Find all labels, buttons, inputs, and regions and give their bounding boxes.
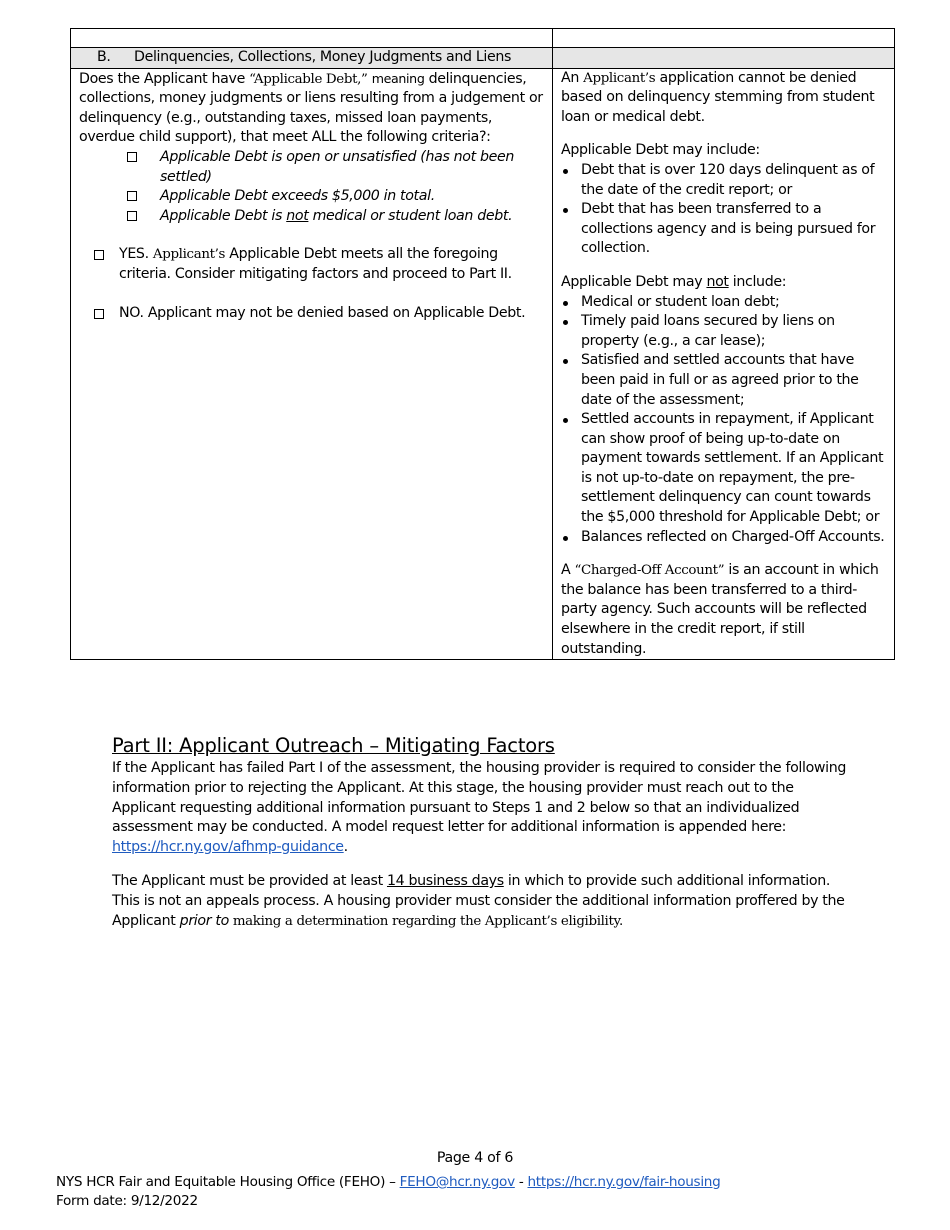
heading-text: Applicable Debt may <box>561 273 707 290</box>
part2-paragraph-1: If the Applicant has failed Part I of the assessment, the housing provider is required to consider the following information prior to rejecting the Applicant. At this stage, the housing provider must reach out to the Applicant requesting additional information pursuant to Steps 1 and 2 below so that an individualized assessment may be conducted. A model request letter for additional information is appended here: https://hcr.ny.gov/afhmp-guidance. <box>112 760 847 856</box>
answer-no <box>79 304 544 324</box>
question-text: Does the Applicant have <box>79 70 250 87</box>
section-b-header-row <box>71 48 895 69</box>
question-text-rest: delinquencies, collections, money judgments or liens resulting from a judgement or delinquency (e.g., outstanding taxes, missed loan payments, overdue child support), that meet ALL the following criteria?: <box>79 70 543 146</box>
yes-label: YES. <box>119 246 149 263</box>
section-b-content-row <box>71 68 895 660</box>
may-include-heading: Applicable Debt may include: <box>561 142 760 159</box>
list-item: Settled accounts in repayment, if Applicant can show proof of being up-to-date on payment towards settlement. If an Applicant is not up-to-date on repayment, the pre-settlement delinquency can count towards the $5,000 threshold for Applicable Debt; or <box>561 410 886 528</box>
criterion-item <box>127 148 544 187</box>
criteria-cell <box>71 68 553 660</box>
criterion-item <box>127 187 544 207</box>
paragraph-text: The Applicant must be provided at least <box>112 872 387 889</box>
guidance-cell <box>553 68 895 660</box>
question-quoted-term: “Applicable Debt,” <box>249 71 368 87</box>
footer-org: NYS HCR Fair and Equitable Housing Office (FEHO) – <box>56 1174 400 1190</box>
intro-possessive: Applicant’s <box>583 70 656 86</box>
paragraph-text-end: making a determination regarding the Applicant’s eligibility. <box>228 913 623 929</box>
feho-email-link[interactable]: FEHO@hcr.ny.gov <box>399 1174 515 1190</box>
part2-paragraph-2 <box>112 872 852 931</box>
guidance-intro <box>561 69 886 128</box>
paragraph-text-mid: in which to provide such additional information. This is not an appeals process. A housing provider must consider the additional information proffered by the Applicant <box>112 872 845 929</box>
criterion-text-rest: medical or student loan debt. <box>308 207 513 224</box>
list-item: Medical or student loan debt; <box>561 293 886 313</box>
yes-checkbox[interactable] <box>94 250 104 260</box>
yes-possessive: Applicant’s <box>152 247 226 263</box>
criterion-item <box>127 207 544 227</box>
page-footer <box>56 1173 720 1210</box>
afhmp-guidance-link[interactable]: https://hcr.ny.gov/afhmp-guidance <box>112 839 344 856</box>
section-title: Delinquencies, Collections, Money Judgments and Liens <box>134 49 512 65</box>
criterion-checkbox[interactable] <box>127 191 137 201</box>
prior-to-emphasis: prior to <box>179 912 229 929</box>
form-date: Form date: 9/12/2022 <box>56 1192 198 1209</box>
list-item: Debt that has been transferred to a collections agency and is being pursued for collection. <box>561 200 886 259</box>
list-item: Satisfied and settled accounts that have been paid in full or as agreed prior to the date of the assessment; <box>561 351 886 410</box>
page-number: Page 4 of 6 <box>436 1150 514 1166</box>
footer-contact-line <box>56 1173 720 1192</box>
fair-housing-link[interactable]: https://hcr.ny.gov/fair-housing <box>527 1174 721 1190</box>
criterion-emphasis: not <box>286 207 309 224</box>
definition-term: “Charged-Off Account” <box>574 563 725 579</box>
heading-emphasis: not <box>706 273 729 290</box>
section-letter: B. <box>97 49 111 65</box>
intro-text-rest: application cannot be denied based on delinquency stemming from student loan or medical debt. <box>561 69 875 125</box>
question-meaning: meaning <box>371 70 425 86</box>
list-item: Balances reflected on Charged-Off Accounts. <box>561 528 886 548</box>
charged-off-definition <box>561 561 886 659</box>
definition-text: A <box>561 562 575 579</box>
criterion-text: Applicable Debt is <box>160 207 287 224</box>
yes-text: Applicable Debt meets all the foregoing criteria. Consider mitigating factors and proceed to Part II. <box>119 246 512 282</box>
criterion-text: Applicable Debt is open or unsatisfied (has not been settled) <box>160 148 515 185</box>
part2-title: Part II: Applicant Outreach – Mitigating Factors <box>112 734 555 757</box>
part2-section <box>112 733 852 931</box>
empty-cell <box>553 29 895 48</box>
answer-yes <box>79 245 544 284</box>
footer-separator: - <box>514 1174 528 1190</box>
no-text: NO. Applicant may not be denied based on Applicable Debt. <box>119 304 526 321</box>
intro-text: An <box>561 69 584 86</box>
criterion-text: Applicable Debt exceeds $5,000 in total. <box>160 188 435 205</box>
criterion-checkbox[interactable] <box>127 152 137 162</box>
paragraph-text: If the Applicant has failed Part I of the assessment, the housing provider is required to consider the following information prior to rejecting the Applicant. At this stage, the housing provider must reach out to the Applicant requesting additional information pursuant to Steps 1 and 2 below so that an individualized assessment may be conducted. A model request letter for additional information is appended here: <box>112 760 847 836</box>
section-b-blank-cell <box>553 48 895 69</box>
criteria-question <box>79 69 544 148</box>
may-not-include-list <box>561 293 886 548</box>
definition-text-rest: is an account in which the balance has been transferred to a third-party agency. Such accounts will be reflected elsewhere in the credit report, if still outstanding. <box>561 562 879 657</box>
criteria-list <box>79 148 544 226</box>
empty-cell <box>71 29 553 48</box>
criterion-checkbox[interactable] <box>127 211 137 221</box>
no-checkbox[interactable] <box>94 309 104 319</box>
may-not-include-heading <box>561 273 886 293</box>
list-item: Debt that is over 120 days delinquent as of the date of the credit report; or <box>561 161 886 200</box>
business-days-emphasis: 14 business days <box>386 872 504 889</box>
criteria-table <box>70 28 895 660</box>
may-include-list <box>561 161 886 259</box>
heading-text-rest: include: <box>728 273 787 290</box>
section-b-title-cell <box>71 48 553 69</box>
table-header-row <box>71 29 895 48</box>
list-item: Timely paid loans secured by liens on property (e.g., a car lease); <box>561 312 886 351</box>
